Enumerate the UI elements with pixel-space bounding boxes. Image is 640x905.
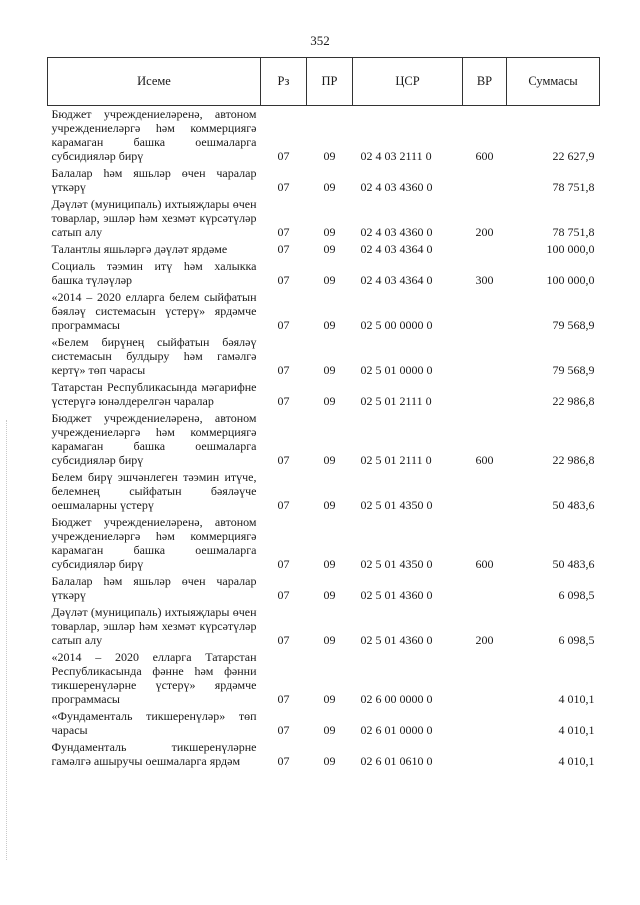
cell-name: «2014 – 2020 елларга белем сыйфатын бәяләү системасын үстерү» ярдәмче программасы	[51, 290, 257, 332]
cell-name: Фундаменталь тикшеренүләрне гамәлгә ашыручы оешмаларга ярдәм	[51, 740, 257, 768]
cell-rz: 07	[277, 633, 290, 647]
cell-csr: 02 6 01 0610 0	[360, 754, 433, 768]
cell-rz: 07	[277, 588, 290, 602]
table-row	[48, 514, 600, 573]
cell-name: Талантлы яшьләргә дәүләт ярдәме	[51, 242, 228, 256]
table-header-row	[48, 58, 600, 106]
cell-pr: 09	[323, 363, 336, 377]
header-rz: Рз	[261, 58, 307, 106]
cell-csr: 02 6 01 0000 0	[360, 723, 433, 737]
cell-csr: 02 5 01 2111 0	[360, 394, 432, 408]
cell-csr: 02 4 03 4364 0	[360, 242, 433, 256]
cell-vr	[463, 334, 507, 379]
table-row	[48, 604, 600, 649]
header-pr: ПР	[307, 58, 353, 106]
table-row	[48, 289, 600, 334]
cell-csr: 02 4 03 4360 0	[360, 225, 433, 239]
cell-sum: 6 098,5	[558, 588, 595, 602]
cell-name: Социаль тәэмин итү һәм халыкка башка түләүләр	[51, 259, 257, 287]
cell-sum: 100 000,0	[546, 242, 595, 256]
cell-rz: 07	[277, 225, 290, 239]
cell-sum: 78 751,8	[552, 180, 595, 194]
cell-rz: 07	[277, 498, 290, 512]
cell-name: Балалар һәм яшьләр өчен чаралар үткәрү	[51, 166, 257, 194]
cell-pr: 09	[323, 453, 336, 467]
cell-vr	[463, 241, 507, 258]
cell-pr: 09	[323, 692, 336, 706]
table-row	[48, 165, 600, 196]
cell-pr: 09	[323, 633, 336, 647]
cell-name: «Фундаменталь тикшеренүләр» төп чарасы	[51, 709, 257, 737]
cell-csr: 02 5 01 4360 0	[360, 633, 433, 647]
cell-rz: 07	[277, 754, 290, 768]
table-row	[48, 196, 600, 241]
cell-name: Белем бирү эшчәнлеген тәэмин итүче, белемнең сыйфатын бәяләүче оешмаларны үстерү	[51, 470, 257, 512]
header-vr: ВР	[463, 58, 507, 106]
cell-vr: 600	[475, 453, 494, 467]
cell-vr: 300	[475, 273, 494, 287]
table-row	[48, 469, 600, 514]
cell-pr: 09	[323, 557, 336, 571]
cell-vr	[463, 739, 507, 770]
cell-pr: 09	[323, 242, 336, 256]
cell-vr	[463, 649, 507, 708]
cell-pr: 09	[323, 754, 336, 768]
cell-csr: 02 5 01 4360 0	[360, 588, 433, 602]
table-row	[48, 334, 600, 379]
cell-rz: 07	[277, 723, 290, 737]
cell-name: Дәүләт (муниципаль) ихтыяҗлары өчен товарлар, эшләр һәм хезмәт күрсәтүләр сатып алу	[51, 605, 257, 647]
cell-name: Бюджет учреждениеләренә, автоном учреждениеләргә һәм коммерциягә карамаган башка оешмаларга субсидияләр бирү	[51, 515, 257, 571]
cell-name: «2014 – 2020 елларга Татарстан Республикасында фәнне һәм фәнни тикшеренүләрне үстерү» ярдәмче программасы	[51, 650, 257, 706]
cell-name: Дәүләт (муниципаль) ихтыяҗлары өчен товарлар, эшләр һәм хезмәт күрсәтүләр сатып алу	[51, 197, 257, 239]
table-row	[48, 241, 600, 258]
cell-csr: 02 5 01 4350 0	[360, 498, 433, 512]
cell-pr: 09	[323, 273, 336, 287]
cell-vr: 200	[475, 633, 494, 647]
cell-sum: 4 010,1	[558, 723, 595, 737]
cell-sum: 4 010,1	[558, 754, 595, 768]
budget-table	[47, 57, 600, 770]
cell-vr	[463, 379, 507, 410]
table-row	[48, 573, 600, 604]
cell-rz: 07	[277, 394, 290, 408]
cell-sum: 78 751,8	[552, 225, 595, 239]
cell-rz: 07	[277, 363, 290, 377]
cell-pr: 09	[323, 318, 336, 332]
cell-rz: 07	[277, 273, 290, 287]
cell-csr: 02 5 01 4350 0	[360, 557, 433, 571]
cell-sum: 22 627,9	[552, 149, 595, 163]
cell-vr: 600	[475, 149, 494, 163]
cell-rz: 07	[277, 180, 290, 194]
table-row	[48, 379, 600, 410]
header-csr: ЦСР	[353, 58, 463, 106]
cell-pr: 09	[323, 394, 336, 408]
cell-csr: 02 5 00 0000 0	[360, 318, 433, 332]
table-row	[48, 410, 600, 469]
cell-pr: 09	[323, 723, 336, 737]
cell-pr: 09	[323, 225, 336, 239]
cell-vr	[463, 708, 507, 739]
table-row	[48, 649, 600, 708]
cell-name: Бюджет учреждениеләренә, автоном учреждениеләргә һәм коммерциягә карамаган башка оешмаларга субсидияләр бирү	[51, 411, 257, 467]
cell-sum: 22 986,8	[552, 394, 595, 408]
page-number: 352	[310, 33, 330, 48]
cell-pr: 09	[323, 588, 336, 602]
cell-pr: 09	[323, 180, 336, 194]
cell-pr: 09	[323, 498, 336, 512]
cell-csr: 02 5 01 2111 0	[360, 453, 432, 467]
cell-name: Татарстан Республикасында мәгарифне үстерүгә юнәлдерелгән чаралар	[51, 380, 257, 408]
margin-scan-mark	[6, 420, 8, 860]
cell-rz: 07	[277, 318, 290, 332]
cell-vr	[463, 165, 507, 196]
cell-sum: 22 986,8	[552, 453, 595, 467]
table-row	[48, 258, 600, 289]
cell-sum: 79 568,9	[552, 318, 595, 332]
cell-name: Балалар һәм яшьләр өчен чаралар үткәрү	[51, 574, 257, 602]
table-row	[48, 708, 600, 739]
cell-vr	[463, 289, 507, 334]
cell-vr: 600	[475, 557, 494, 571]
cell-vr	[463, 573, 507, 604]
cell-name: «Белем бирүнең сыйфатын бәяләү системасын булдыру һәм гамәлгә кертү» төп чарасы	[51, 335, 257, 377]
cell-rz: 07	[277, 557, 290, 571]
cell-sum: 6 098,5	[558, 633, 595, 647]
table-row	[48, 739, 600, 770]
cell-name: Бюджет учреждениеләренә, автоном учреждениеләргә һәм коммерциягә карамаган башка оешмаларга субсидияләр бирү	[51, 107, 257, 163]
cell-csr: 02 4 03 2111 0	[360, 149, 432, 163]
cell-sum: 50 483,6	[552, 557, 595, 571]
cell-rz: 07	[277, 692, 290, 706]
cell-csr: 02 4 03 4364 0	[360, 273, 433, 287]
header-name: Исеме	[48, 58, 261, 106]
cell-sum: 79 568,9	[552, 363, 595, 377]
cell-rz: 07	[277, 149, 290, 163]
cell-vr: 200	[475, 225, 494, 239]
table-body	[48, 106, 600, 771]
cell-csr: 02 4 03 4360 0	[360, 180, 433, 194]
cell-rz: 07	[277, 453, 290, 467]
cell-vr	[463, 469, 507, 514]
cell-rz: 07	[277, 242, 290, 256]
cell-csr: 02 6 00 0000 0	[360, 692, 433, 706]
table-row	[48, 106, 600, 166]
cell-sum: 4 010,1	[558, 692, 595, 706]
cell-sum: 50 483,6	[552, 498, 595, 512]
cell-sum: 100 000,0	[546, 273, 595, 287]
header-sum: Суммасы	[507, 58, 600, 106]
cell-csr: 02 5 01 0000 0	[360, 363, 433, 377]
cell-pr: 09	[323, 149, 336, 163]
